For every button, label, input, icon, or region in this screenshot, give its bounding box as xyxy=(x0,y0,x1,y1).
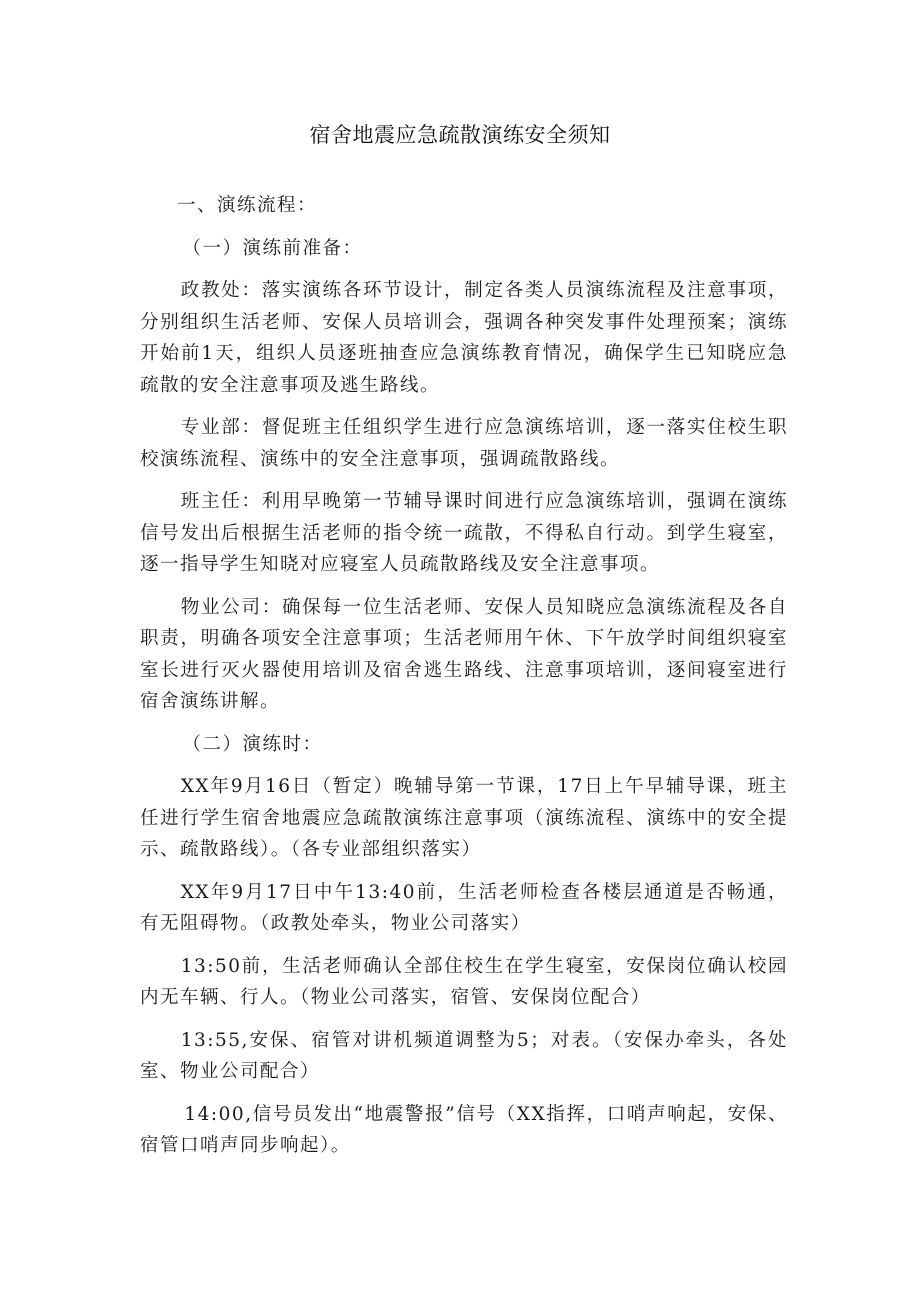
section-heading: 一、演练流程： xyxy=(177,195,318,216)
document-body xyxy=(140,190,788,1173)
paragraph-schedule-16th: XX年9月16日（暂定）晚辅导第一节课，17日上午早辅导课，班主任进行学生宿舍地震应急疏散演练注意事项（演练流程、演练中的安全提示、疏散路线）。（各专业部组织落实） xyxy=(140,776,788,860)
subsection-heading: （一）演练前准备： xyxy=(182,237,363,259)
subsection-heading: （二）演练时： xyxy=(182,733,323,755)
paragraph-schedule-1355: 13:55,安保、宿管对讲机频道调整为5；对表。（安保办牵头，各处室、物业公司配合） xyxy=(140,1029,788,1082)
paragraph-political-office: 政教处：落实演练各环节设计，制定各类人员演练流程及注意事项，分别组织生活老师、安保人员培训会，强调各种突发事件处理预案；演练开始前1天，组织人员逐班抽查应急演练教育情况，确保学生已知晓应急疏散的安全注意事项及逃生路线。 xyxy=(140,280,788,396)
paragraph-class-teacher: 班主任：利用早晚第一节辅导课时间进行应急演练培训，强调在演练信号发出后根据生活老师的指令统一疏散，不得私自行动。到学生寝室，逐一指导学生知晓对应寝室人员疏散路线及安全注意事项。 xyxy=(140,491,788,575)
paragraph-schedule-1400: 14:00,信号员发出“地震警报”信号（XX指挥，口哨声响起，安保、宿管口哨声同步响起）。 xyxy=(140,1103,788,1156)
paragraph-professional-dept: 专业部：督促班主任组织学生进行应急演练培训，逐一落实住校生职校演练流程、演练中的安全注意事项，强调疏散路线。 xyxy=(140,417,788,470)
paragraph-schedule-1350: 13:50前，生活老师确认全部住校生在学生寝室，安保岗位确认校园内无车辆、行人。（物业公司落实，宿管、安保岗位配合） xyxy=(140,955,788,1008)
paragraph-schedule-1340: XX年9月17日中午13:40前，生活老师检查各楼层通道是否畅通，有无阻碍物。（政教处牵头，物业公司落实） xyxy=(140,881,788,934)
paragraph-property-company: 物业公司：确保每一位生活老师、安保人员知晓应急演练流程及各自职责，明确各项安全注意事项；生活老师用午休、下午放学时间组织寝室室长进行灭火器使用培训及宿舍逃生路线、注意事项培训，逐间寝室进行宿舍演练讲解。 xyxy=(140,596,788,712)
document-title: 宿舍地震应急疏散演练安全须知 xyxy=(309,123,611,147)
